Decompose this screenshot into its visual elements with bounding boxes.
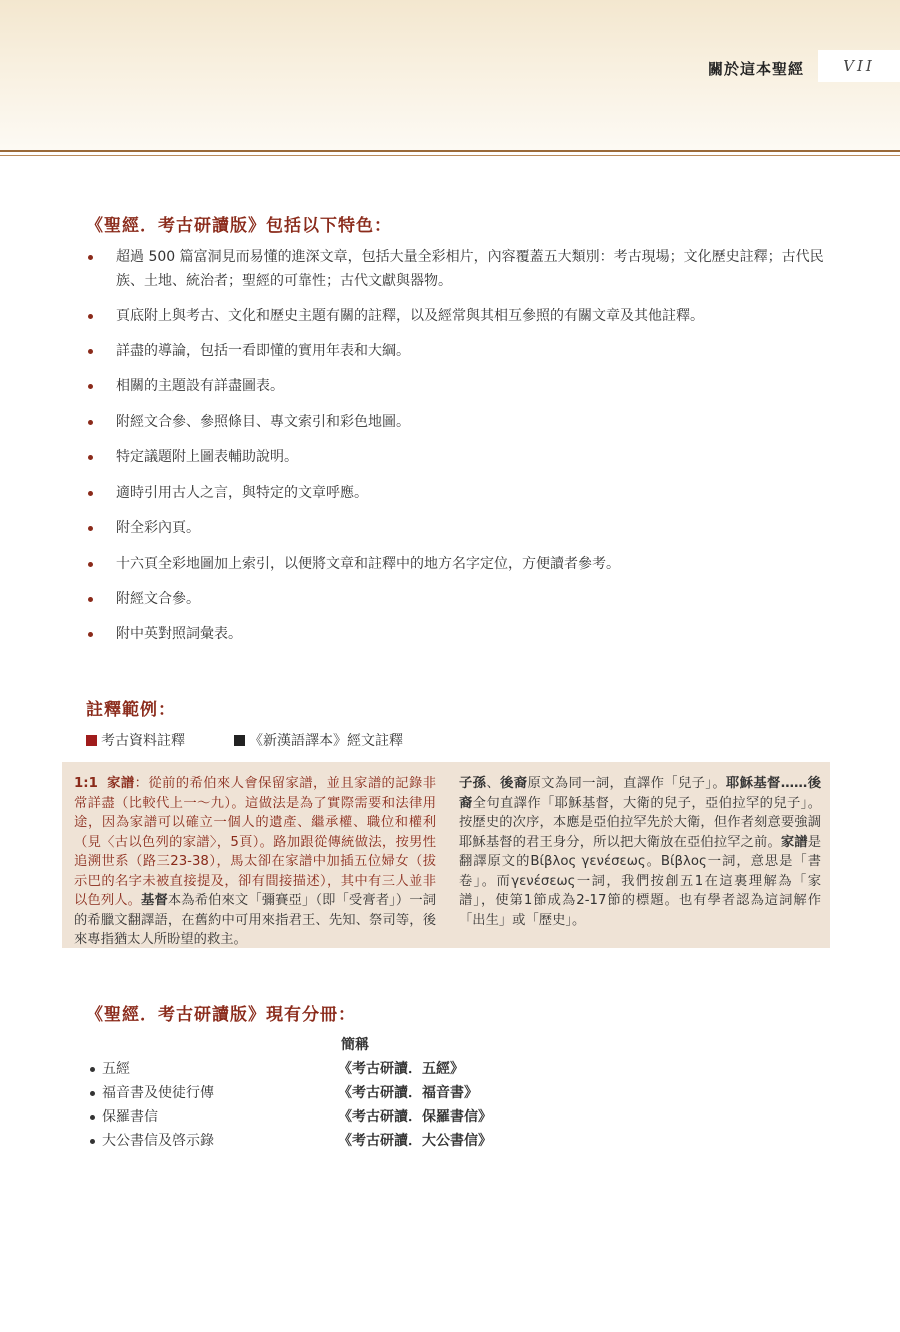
note-text: 全句直譯作「耶穌基督，大衛的兒子，亞伯拉罕的兒子」。按歷史的次序，本應是亞伯拉罕先於大衛，但作者刻意要強調耶穌基督的君王身分，所以把大衛放在亞伯拉罕之前。 <box>459 795 821 850</box>
bullet-icon <box>88 597 93 602</box>
note-term: 家譜 <box>107 776 135 791</box>
volume-name: 五經 <box>102 1061 130 1077</box>
feature-item: 附經文合參。 <box>86 587 846 611</box>
volume-abbr: 《考古研讀．五經》 <box>338 1061 464 1077</box>
header-divider <box>0 150 900 152</box>
bullet-icon <box>88 255 93 260</box>
note-term: 後裔 <box>500 776 528 791</box>
volume-name: 福音書及使徒行傳 <box>102 1085 214 1101</box>
legend-swatch <box>234 735 245 746</box>
feature-item: 適時引用古人之言，與特定的文章呼應。 <box>86 481 846 505</box>
volume-name: 大公書信及啓示錄 <box>102 1133 214 1149</box>
bullet-icon <box>88 384 93 389</box>
volume-abbr: 《考古研讀．福音書》 <box>338 1085 478 1101</box>
bullet-icon <box>88 314 93 319</box>
note-term: 家譜 <box>780 834 808 850</box>
running-title: 關於這本聖經 <box>707 60 804 78</box>
bullet-icon <box>88 455 93 460</box>
bullet-icon <box>88 420 93 425</box>
page-number: VII <box>818 50 900 82</box>
feature-item: 附經文合參、參照條目、專文索引和彩色地圖。 <box>86 410 846 434</box>
notes-title: 註釋範例： <box>86 700 176 720</box>
features-title: 《聖經．考古研讀版》包括以下特色： <box>86 216 392 236</box>
note-right-column: 子孫、後裔原文為同一詞，直譯作「兒子」。耶穌基督……後裔全句直譯作「耶穌基督，大衛的兒子，亞伯拉罕的兒子」。按歷史的次序，本應是亞伯拉罕先於大衛，但作者刻意要強調耶穌基督的君王身分，所以把大衛放在亞伯拉罕之前。家譜是翻譯原文的Βίβλος γενέσεως。Βίβλος一詞，意思是「書卷」。而γενέσεως一詞，我們按創五1在這裏理解為「家譜」，使第1節成為2-17節的標題。也有學者認為這詞解作「出生」或「歷史」。 <box>459 776 822 928</box>
feature-item: 特定議題附上圖表輔助說明。 <box>86 445 846 469</box>
note-ref: 1:1 <box>74 776 98 791</box>
feature-item: 詳盡的導論，包括一看即懂的實用年表和大綱。 <box>86 339 846 363</box>
legend-item-archaeology: 考古資料註釋 <box>86 730 185 750</box>
bullet-icon <box>88 526 93 531</box>
note-text: 本為希伯來文「彌賽亞」（即「受膏者」）一詞的希臘文翻譯語，在舊約中可用來指君王、先知、祭司等，後來專指猶太人所盼望的救主。 <box>74 893 437 947</box>
header-divider-thin <box>0 155 900 156</box>
feature-item: 附中英對照詞彙表。 <box>86 622 846 646</box>
feature-item: 附全彩內頁。 <box>86 516 846 540</box>
note-term: 耶穌基督……後裔 <box>459 776 822 811</box>
volume-abbr: 《考古研讀．保羅書信》 <box>338 1109 492 1125</box>
note-text: 原文為同一詞，直譯作「兒子」。 <box>527 776 727 791</box>
volume-row <box>86 1130 686 1154</box>
bullet-icon <box>88 562 93 567</box>
bullet-icon <box>88 491 93 496</box>
bullet-icon <box>90 1067 95 1072</box>
legend-swatch <box>86 735 97 746</box>
abbr-header: 簡稱 <box>341 1037 369 1053</box>
volume-row <box>86 1106 686 1130</box>
note-left-column <box>74 774 436 950</box>
bullet-icon <box>88 349 93 354</box>
bullet-icon <box>90 1115 95 1120</box>
note-term: 子孫 <box>459 776 487 791</box>
volume-row <box>86 1058 686 1082</box>
feature-item: 十六頁全彩地圖加上索引，以便將文章和註釋中的地方名字定位，方便讀者參考。 <box>86 552 846 576</box>
feature-item: 超過 500 篇富洞見而易懂的進深文章，包括大量全彩相片，內容覆蓋五大類別：考古現場；文化歷史註釋；古代民族、土地、統治者；聖經的可靠性；古代文獻與器物。 <box>86 245 846 293</box>
volume-name: 保羅書信 <box>102 1109 158 1125</box>
volume-row <box>86 1082 686 1106</box>
volume-abbr: 《考古研讀．大公書信》 <box>338 1133 492 1149</box>
sample-note-box <box>62 762 830 948</box>
bullet-icon <box>90 1091 95 1096</box>
bullet-icon <box>88 632 93 637</box>
feature-item: 頁底附上與考古、文化和歷史主題有關的註釋，以及經常與其相互參照的有關文章及其他註釋。 <box>86 304 846 328</box>
feature-item: 相關的主題設有詳盡圖表。 <box>86 374 846 398</box>
volumes-title: 《聖經．考古研讀版》現有分冊： <box>86 1005 356 1025</box>
bullet-icon <box>90 1139 95 1144</box>
legend-item-scripture: 《新漢語譯本》經文註釋 <box>234 730 403 750</box>
note-text: ：從前的希伯來人會保留家譜，並且家譜的記錄非常詳盡（比較代上一～九）。這做法是為了實際需要和法律用途，因為家譜可以確立一個人的遺產、繼承權、職位和權利（見〈古以色列的家譜〉，5頁）。路加跟從傳統做法，按男性追溯世系（路三23-38），馬太卻在家譜中加插五位婦女（拔示巴的名字未被直接提及，卻有間接描述），其中有三人並非以色列人。 <box>74 776 437 908</box>
note-text: 是翻譯原文的Βίβλος γενέσεως。Βίβλος一詞，意思是「書卷」。而γενέσεως一詞，我們按創五1在這裏理解為「家譜」，使第1節成為2-17節的標題。也有學者認為這詞解作「出生」或「歷史」。 <box>459 834 822 928</box>
note-term: 基督 <box>141 893 168 908</box>
